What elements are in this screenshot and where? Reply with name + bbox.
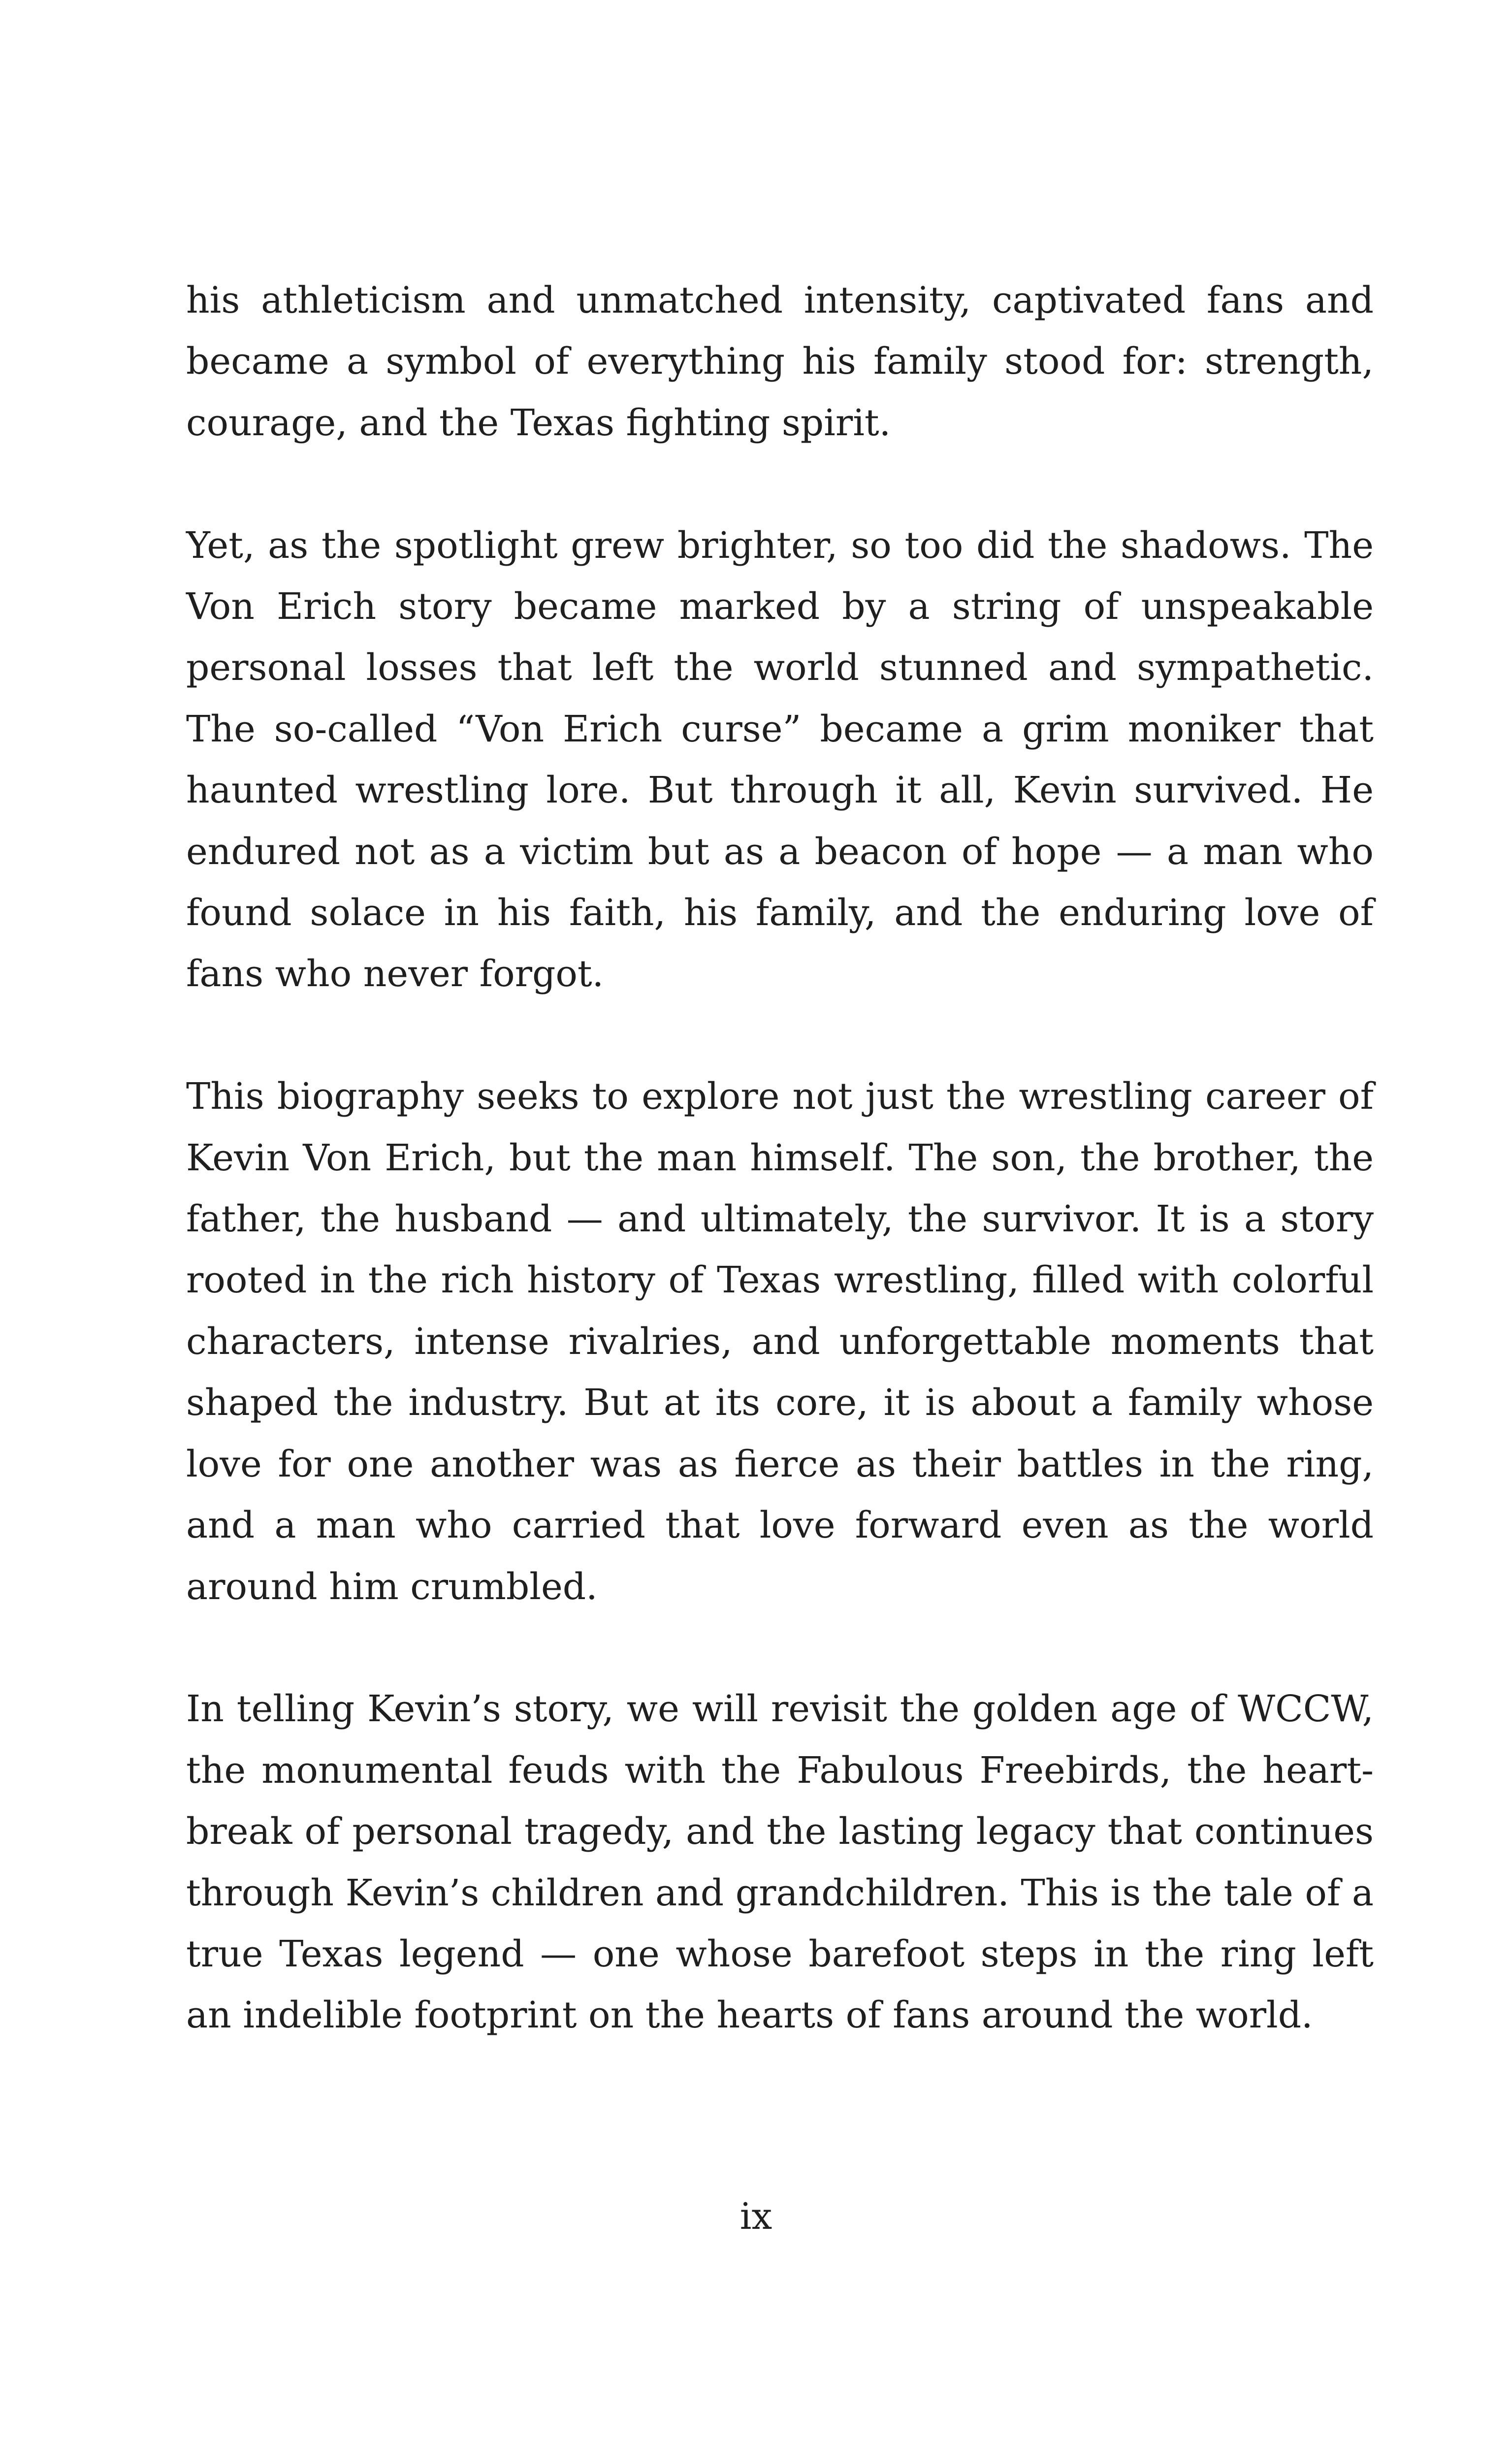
page-number: ix — [740, 2195, 772, 2238]
paragraph-athleticism: his athleticism and unmatched intensity, captivated fans and became a symbol of everything his family stood for: strength, courage, and the Texas fighting spirit. — [186, 279, 1374, 444]
paragraph-kevins-story: In telling Kevin’s story, we will revisit the golden age of WCCW, the monumental feuds with the Fabulous Freebirds, the heart-break of personal tragedy, and the lasting legacy that continues through Kevin’s children and grandchildren. This is the tale of a true Texas legend — one whose barefoot steps in the ring left an indelible footprint on the hearts of fans around the world. — [186, 1688, 1374, 2037]
body-text — [186, 270, 1374, 2107]
paragraph-shadows: Yet, as the spotlight grew brighter, so too did the shadows. The Von Erich story became marked by a string of unspeakable personal losses that left the world stunned and sympathetic. The so-called “Von Erich curse” became a grim moniker that haunted wrestling lore. But through it all, Kevin survived. He endured not as a victim but as a beacon of hope — a man who found solace in his faith, his family, and the enduring love of fans who never forgot. — [186, 524, 1374, 996]
paragraph-biography: This biography seeks to explore not just the wrestling career of Kevin Von Erich, but the man himself. The son, the brother, the father, the husband — and ultimately, the survivor. It is a story rooted in the rich history of Texas wrestling, filled with colorful characters, intense rivalries, and unforgettable moments that shaped the industry. But at its core, it is about a family whose love for one another was as fierce as their battles in the ring, and a man who carried that love forward even as the world around him crumbled. — [186, 1075, 1374, 1608]
